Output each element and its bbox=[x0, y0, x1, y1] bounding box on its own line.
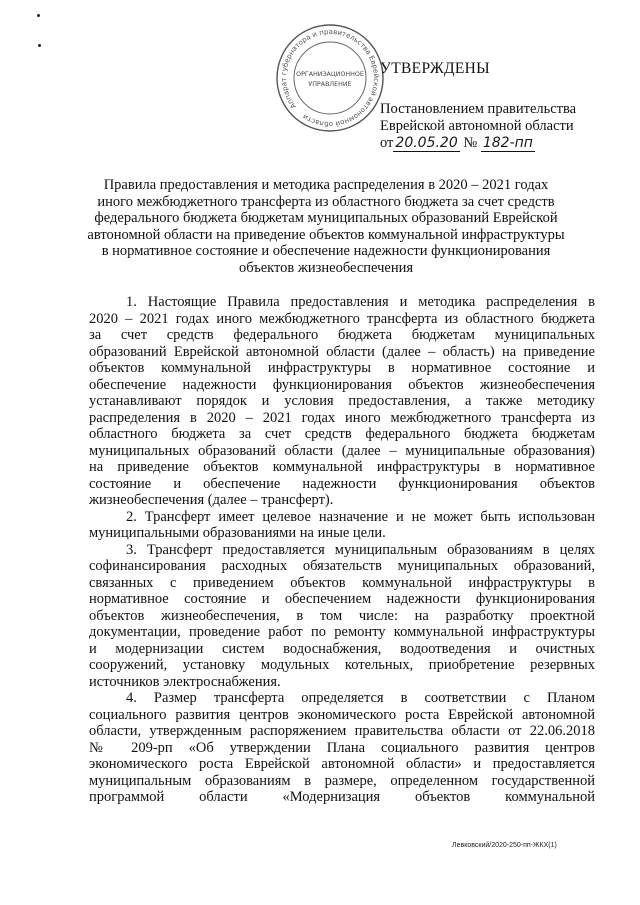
paragraph-3-line: документации, проведение работ по ремонту коммунальной инфраструктуры bbox=[89, 624, 595, 640]
paragraph-4-line: экономического роста Еврейской автономной области» и предоставляется bbox=[89, 756, 595, 772]
approval-number: 182-пп bbox=[482, 135, 533, 151]
date-prefix: от bbox=[380, 135, 394, 151]
document-footer-code: Левковский/2020-250-пп-ЖКХ(1) bbox=[452, 842, 557, 849]
paragraph-1-line: 1. Настоящие Правила предоставления и методика распределения в bbox=[126, 294, 595, 310]
paragraph-1-line: состояние и обеспечение надежности функционирования объектов bbox=[89, 475, 595, 492]
paragraph-3-line: сооружений, установку модульных котельных, приобретение резервных bbox=[89, 657, 595, 673]
approval-line-2: Еврейской автономной области bbox=[380, 118, 574, 134]
svg-text:Аппарат губернатора и правител: Аппарат губернатора и правительства Еврейской автономной области bbox=[279, 27, 381, 129]
approval-date-line bbox=[380, 135, 620, 152]
paragraph-1-line: объектов коммунальной инфраструктуры в нормативное состояние и bbox=[89, 360, 595, 376]
paragraph-1-line: за счет средств федерального бюджета бюджетам муниципальных bbox=[89, 327, 595, 343]
paragraph-1-line: муниципальных образований области (далее – муниципальные образования) bbox=[89, 442, 595, 459]
title-line: объектов жизнеобеспечения bbox=[238, 259, 414, 276]
paragraph-1-line: устанавливают порядок и условия предоставления, а также методику bbox=[89, 393, 595, 409]
paragraph-1-line: областного бюджета за счет средств федерального бюджета бюджетам bbox=[89, 426, 595, 442]
paragraph-3-line: 3. Трансферт предоставляется муниципальным образованиям в целях bbox=[126, 541, 595, 558]
title-line: Правила предоставления и методика распределения в 2020 – 2021 годах bbox=[103, 177, 549, 193]
paragraph-2-line: муниципальными образованиями на иные цели. bbox=[89, 525, 386, 541]
paragraph-4-line: социального развития центров экономического роста Еврейской автономной bbox=[89, 706, 595, 723]
paragraph-1-line: образований Еврейской автономной области (далее – область) на приведение bbox=[89, 343, 595, 360]
document-title bbox=[86, 177, 566, 276]
paragraph-4-line: № 209-рп «Об утверждении Плана социального развития центров bbox=[89, 739, 595, 756]
paragraph-4-line: программой области «Модернизация объектов коммунальной bbox=[89, 789, 595, 805]
paragraph-4-line: области, утвержденным распоряжением правительства области от 22.06.2018 bbox=[89, 723, 595, 739]
paragraph-3-line: объектов жизнеобеспечения, в том числе: на разработку проектной bbox=[89, 607, 595, 624]
document-body bbox=[89, 294, 595, 806]
paragraph-4-line: муниципальным образованиям в размере, определенном государственной bbox=[89, 772, 595, 789]
paragraph-3-line: связанных с приведением объектов коммунальной инфраструктуры в bbox=[89, 574, 595, 591]
paragraph-2-line: 2. Трансферт имеет целевое назначение и не может быть использован bbox=[126, 508, 595, 525]
svg-text:УПРАВЛЕНИЕ: УПРАВЛЕНИЕ bbox=[308, 81, 352, 88]
svg-text:ОРГАНИЗАЦИОННОЕ: ОРГАНИЗАЦИОННОЕ bbox=[296, 71, 364, 78]
paragraph-1-line: обеспечение надежности функционирования объектов жизнеобеспечения bbox=[89, 376, 595, 393]
approval-date: 20.05.20 bbox=[395, 135, 458, 151]
paragraph-1-line: на приведение объектов коммунальной инфраструктуры в нормативное bbox=[89, 459, 595, 475]
scan-speck bbox=[38, 44, 41, 47]
title-line: иного межбюджетного трансферта из областного бюджета за счет средств bbox=[97, 193, 555, 210]
title-line: в нормативное состояние и обеспечение надежности функционирования bbox=[101, 243, 551, 259]
approval-line-1: Постановлением правительства bbox=[380, 101, 577, 117]
paragraph-3-line: нормативное состояние и обеспечением надежности функционирования bbox=[89, 591, 595, 607]
paragraph-4-line: 4. Размер трансферта определяется в соответствии с Планом bbox=[126, 690, 595, 706]
official-seal bbox=[274, 22, 386, 134]
number-prefix: № bbox=[463, 135, 478, 151]
paragraph-1-line: жизнеобеспечения (далее – трансферт). bbox=[89, 492, 334, 508]
title-line: автономной области на приведение объектов коммунальной инфраструктуры bbox=[87, 226, 565, 243]
title-line: федерального бюджета бюджетам муниципальных образований Еврейской bbox=[94, 210, 558, 226]
paragraph-3-line: источников электроснабжения. bbox=[89, 673, 281, 690]
paragraph-3-line: софинансирования расходных обязательств муниципальных образований, bbox=[89, 558, 595, 574]
paragraph-1-line: распределения в 2020 – 2021 годах иного межбюджетного трансферта из bbox=[89, 409, 595, 426]
paragraph-1-line: 2020 – 2021 годах иного межбюджетного трансферта из областного бюджета bbox=[89, 310, 595, 327]
scan-speck bbox=[37, 14, 40, 17]
approval-block bbox=[380, 60, 620, 152]
paragraph-3-line: и модернизации систем водоснабжения, водоотведения и очистных bbox=[89, 640, 595, 657]
approval-heading: УТВЕРЖДЕНЫ bbox=[380, 60, 490, 77]
